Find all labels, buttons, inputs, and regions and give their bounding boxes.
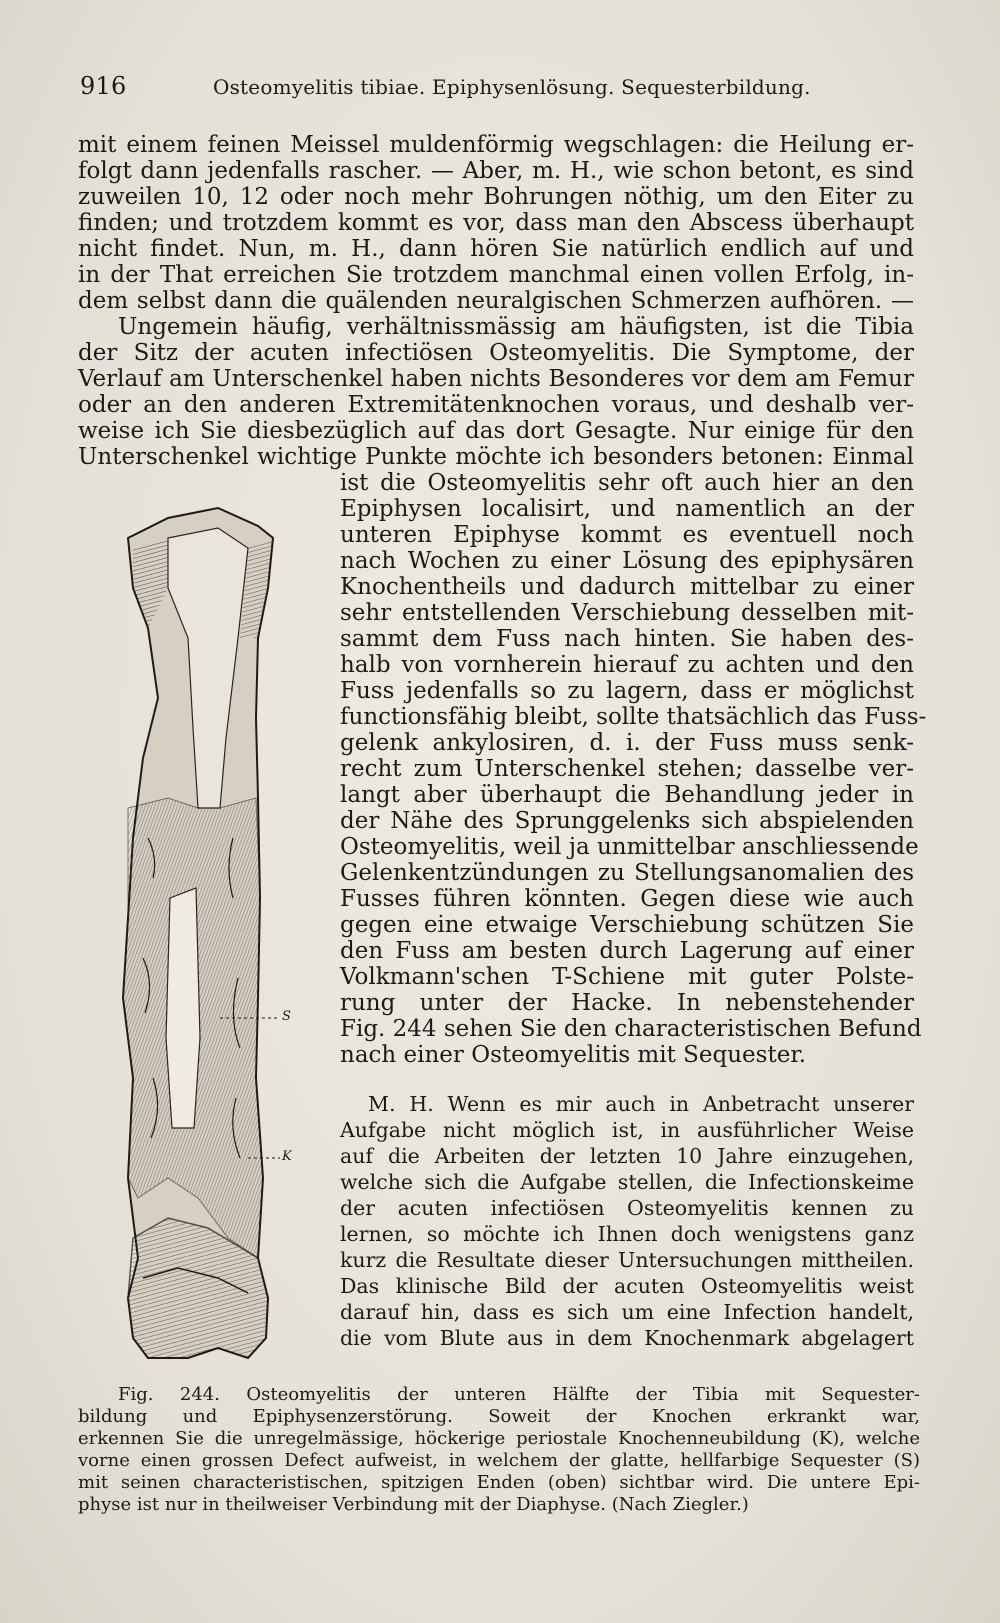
page-number: 916 [80, 72, 127, 100]
body-line: nach einer Osteomyelitis mit Sequester. [340, 1042, 807, 1068]
body-line: unteren Epiphyse kommt es eventuell noch [340, 522, 914, 548]
body-line: rung unter der Hacke. In nebenstehender [340, 990, 914, 1016]
figure-caption-line: Fig. 244. Osteomyelitis der unteren Hälfte der Tibia mit Sequester- [118, 1384, 920, 1405]
body-line: Fuss jedenfalls so zu lagern, dass er möglichst [340, 678, 914, 704]
body-line: oder an den anderen Extremitätenknochen voraus, und deshalb ver- [78, 392, 914, 418]
body-line: nach Wochen zu einer Lösung des epiphysären [340, 548, 914, 574]
small-print-line: M. H. Wenn es mir auch in Anbetracht unserer [368, 1092, 914, 1116]
body-line: Fig. 244 sehen Sie den characteristischen Befund [340, 1016, 922, 1042]
body-line: halb von vornherein hierauf zu achten und den [340, 652, 914, 678]
body-line: functionsfähig bleibt, sollte thatsächlich das Fuss- [340, 704, 927, 730]
body-line: Unterschenkel wichtige Punkte möchte ich besonders betonen: Einmal [78, 444, 914, 470]
body-line: in der That erreichen Sie trotzdem manchmal einen vollen Erfolg, in- [78, 262, 914, 288]
label-sequester: S [282, 1009, 291, 1024]
body-line: folgt dann jedenfalls rascher. — Aber, m. H., wie schon betont, es sind [78, 158, 914, 184]
body-line: Volkmann'schen T-Schiene mit guter Polste- [340, 964, 914, 990]
body-line: gelenk ankylosiren, d. i. der Fuss muss senk- [340, 730, 914, 756]
body-line: weise ich Sie diesbezüglich auf das dort Gesagte. Nur einige für den [78, 418, 914, 444]
body-line: langt aber überhaupt die Behandlung jeder in [340, 782, 914, 808]
body-line: sehr entstellenden Verschiebung desselben mit- [340, 600, 914, 626]
small-print-line: kurz die Resultate dieser Untersuchungen mittheilen. [340, 1248, 914, 1272]
body-line: der Sitz der acuten infectiösen Osteomyelitis. Die Symptome, der [78, 340, 914, 366]
running-title: Osteomyelitis tibiae. Epiphysenlösung. Sequesterbildung. [213, 75, 811, 99]
body-line: mit einem feinen Meissel muldenförmig wegschlagen: die Heilung er- [78, 132, 914, 158]
running-header [78, 72, 918, 102]
tibia-illustration [108, 478, 338, 1378]
figure-caption-line: physe ist nur in theilweiser Verbindung mit der Diaphyse. (Nach Ziegler.) [78, 1494, 749, 1515]
body-line: gegen eine etwaige Verschiebung schützen Sie [340, 912, 914, 938]
body-line: der Nähe des Sprunggelenks sich abspielenden [340, 808, 914, 834]
small-print-line: Aufgabe nicht möglich ist, in ausführlicher Weise [340, 1118, 914, 1142]
body-line: Knochentheils und dadurch mittelbar zu einer [340, 574, 914, 600]
body-line: Fusses führen könnten. Gegen diese wie auch [340, 886, 914, 912]
body-line: Osteomyelitis, weil ja unmittelbar anschliessende [340, 834, 919, 860]
body-line: recht zum Unterschenkel stehen; dasselbe ver- [340, 756, 914, 782]
body-line: dem selbst dann die quälenden neuralgischen Schmerzen aufhören. — [78, 288, 914, 314]
figure-caption-line: erkennen Sie die unregelmässige, höckerige periostale Knochenneubildung (K), welche [78, 1428, 920, 1449]
body-line: zuweilen 10, 12 oder noch mehr Bohrungen nöthig, um den Eiter zu [78, 184, 914, 210]
small-print-line: auf die Arbeiten der letzten 10 Jahre einzugehen, [340, 1144, 914, 1168]
small-print-line: welche sich die Aufgabe stellen, die Infectionskeime [340, 1170, 914, 1194]
figure-caption-line: mit seinen characteristischen, spitzigen Enden (oben) sichtbar wird. Die untere Epi- [78, 1472, 920, 1493]
small-print-line: die vom Blute aus in dem Knochenmark abgelagert [340, 1326, 914, 1350]
body-line: nicht findet. Nun, m. H., dann hören Sie natürlich endlich auf und [78, 236, 914, 262]
body-line: Gelenkentzündungen zu Stellungsanomalien des [340, 860, 914, 886]
body-line: finden; und trotzdem kommt es vor, dass man den Abscess überhaupt [78, 210, 914, 236]
body-line: ist die Osteomyelitis sehr oft auch hier an den [340, 470, 914, 496]
label-periosteal-bone: K [282, 1149, 292, 1164]
body-line: Epiphysen localisirt, und namentlich an der [340, 496, 914, 522]
figure-caption-line: bildung und Epiphysenzerstörung. Soweit der Knochen erkrankt war, [78, 1406, 920, 1427]
small-print-line: darauf hin, dass es sich um eine Infection handelt, [340, 1300, 914, 1324]
figure-caption-line: vorne einen grossen Defect aufweist, in welchem der glatte, hellfarbige Sequester (S) [78, 1450, 920, 1471]
small-print-line: Das klinische Bild der acuten Osteomyelitis weist [340, 1274, 914, 1298]
body-line: sammt dem Fuss nach hinten. Sie haben des- [340, 626, 914, 652]
body-line: Verlauf am Unterschenkel haben nichts Besonderes vor dem am Femur [78, 366, 914, 392]
body-line: den Fuss am besten durch Lagerung auf einer [340, 938, 914, 964]
small-print-line: lernen, so möchte ich Ihnen doch wenigstens ganz [340, 1222, 914, 1246]
figure-244-tibia [108, 478, 338, 1378]
small-print-line: der acuten infectiösen Osteomyelitis kennen zu [340, 1196, 914, 1220]
body-line: Ungemein häufig, verhältnissmässig am häufigsten, ist die Tibia [118, 314, 914, 340]
